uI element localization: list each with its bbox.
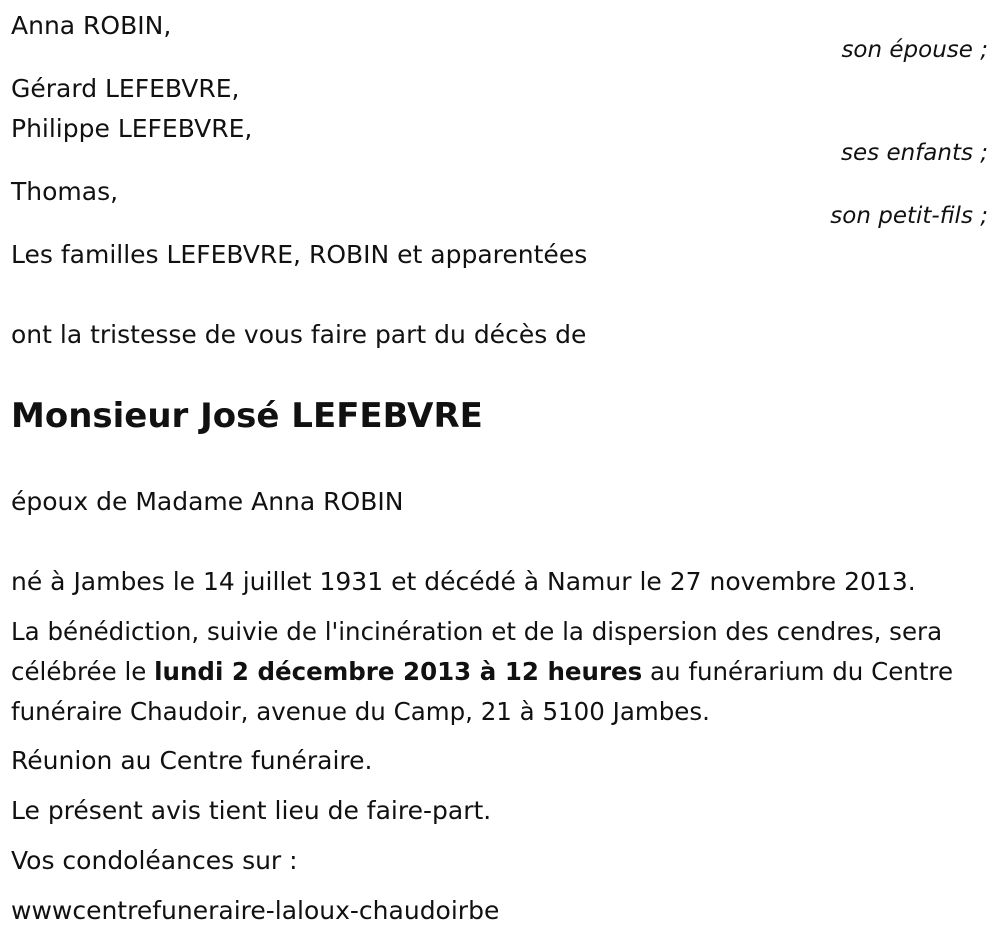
spouse-name: Anna ROBIN, (11, 11, 172, 40)
ceremony-intro: La bénédiction, suivie de l'incinération et de la dispersion des cendres, sera célébrée le (11, 617, 943, 686)
ceremony-datetime: lundi 2 décembre 2013 à 12 heures (154, 657, 643, 686)
child-name-2: Philippe LEFEBVRE, (11, 114, 253, 143)
grandchild-name: Thomas, (11, 177, 119, 206)
condolences-label: Vos condoléances sur : (11, 846, 298, 875)
ceremony-paragraph (11, 612, 971, 732)
families-line: Les familles LEFEBVRE, ROBIN et apparentées (11, 240, 588, 269)
children-role: ses enfants ; (841, 140, 988, 166)
deceased-name: Monsieur José LEFEBVRE (11, 396, 483, 436)
ceremony-location: au funérarium du Centre funéraire Chaudoir, avenue du Camp, 21 à 5100 Jambes. (11, 657, 954, 726)
announcement-text: ont la tristesse de vous faire part du décès de (11, 320, 587, 349)
child-name-1: Gérard LEFEBVRE, (11, 74, 240, 103)
website-line: wwwcentrefuneraire-laloux-chaudoirbe (11, 896, 500, 925)
meeting-line: Réunion au Centre funéraire. (11, 746, 373, 775)
spouse-role: son épouse ; (841, 37, 988, 63)
grandchild-role: son petit-fils ; (830, 203, 988, 229)
spouse-of-line: époux de Madame Anna ROBIN (11, 487, 404, 516)
birth-death-line: né à Jambes le 14 juillet 1931 et décédé à Namur le 27 novembre 2013. (11, 567, 916, 596)
notice-line: Le présent avis tient lieu de faire-part. (11, 796, 492, 825)
